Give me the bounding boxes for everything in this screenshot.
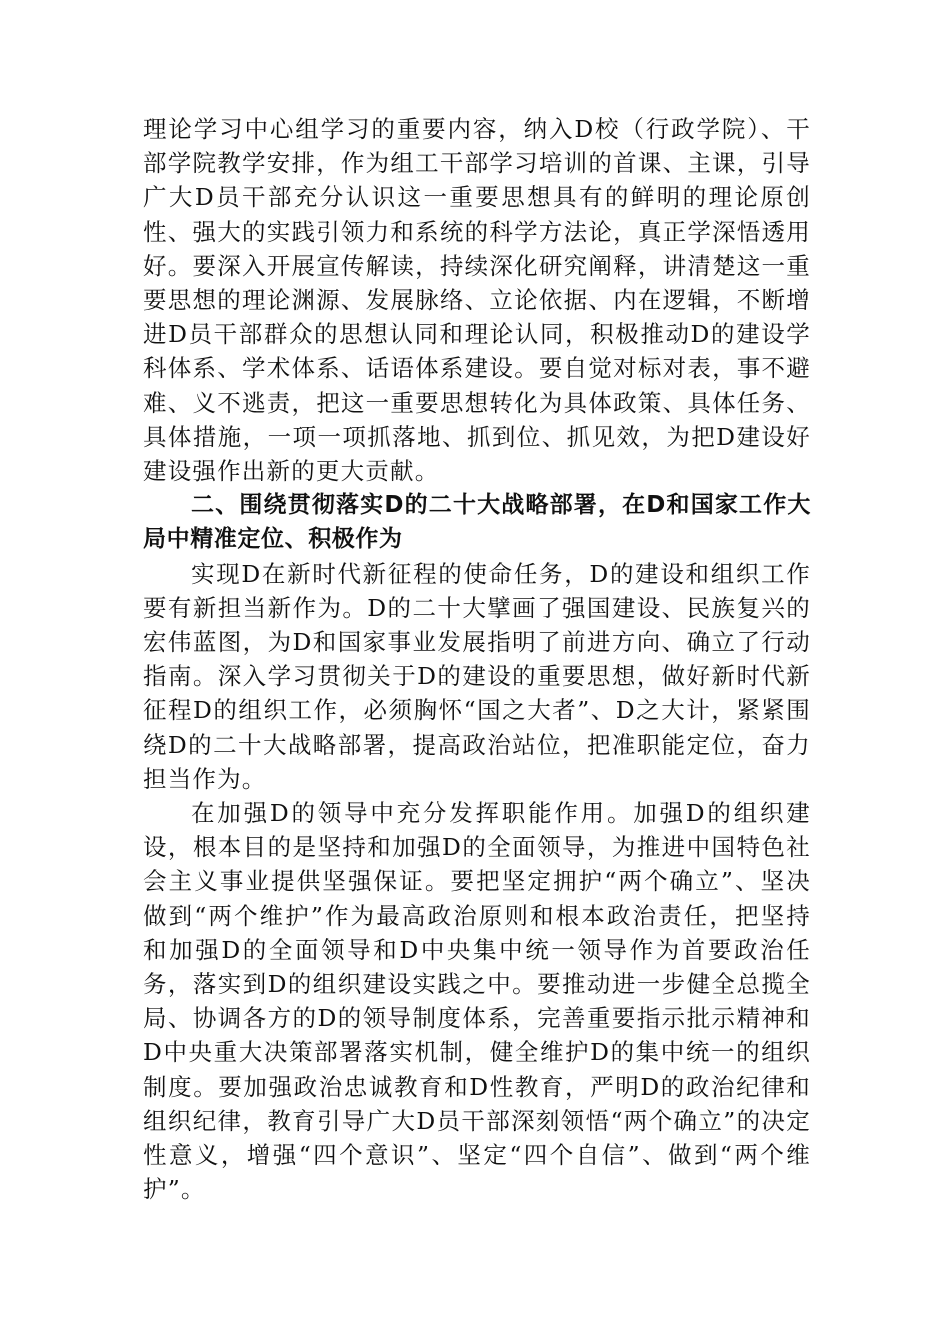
paragraph-leadership: 在加强D的领导中充分发挥职能作用。加强D的组织建设，根本目的是坚持和加强D的全面领导，为推进中国特色社会主义事业提供坚强保证。要把坚定拥护“两个确立”、坚决做到“两个维护”作为最高政治原则和根本政治责任，把坚持和加强D的全面领导和D中央集中统一领导作为首要政治任务，落实到D的组织建设实践之中。要推动进一步健全总揽全局、协调各方的D的领导制度体系，完善重要指示批示精神和D中央重大决策部署落实机制，健全维护D的集中统一的组织制度。要加强政治忠诚教育和D性教育，严明D的政治纪律和组织纪律，教育引导广大D员干部深刻领悟“两个确立”的决定性意义，增强“四个意识”、坚定“四个自信”、做到“两个维护”。 (143, 799, 811, 1204)
section-heading: 二、围绕贯彻落实D的二十大战略部署，在D和国家工作大局中精准定位、积极作为 (143, 492, 811, 553)
paragraph-mission: 实现D在新时代新征程的使命任务，D的建设和组织工作要有新担当新作为。D的二十大擘画了强国建设、民族复兴的宏伟蓝图，为D和国家事业发展指明了前进方向、确立了行动指南。深入学习贯彻关于D的建设的重要思想，做好新时代新征程D的组织工作，必须胸怀“国之大者”、D之大计，紧紧围绕D的二十大战略部署，提高政治站位，把准职能定位，奋力担当作为。 (143, 559, 811, 793)
document-page (143, 112, 811, 1207)
paragraph-continued: 理论学习中心组学习的重要内容，纳入D校（行政学院）、干部学院教学安排，作为组工干部学习培训的首课、主课，引导广大D员干部充分认识这一重要思想具有的鲜明的理论原创性、强大的实践引领力和系统的科学方法论，真正学深悟透用好。要深入开展宣传解读，持续深化研究阐释，讲清楚这一重要思想的理论渊源、发展脉络、立论依据、内在逻辑，不断增进D员干部群众的思想认同和理论认同，积极推动D的建设学科体系、学术体系、话语体系建设。要自觉对标对表，事不避难、义不逃责，把这一重要思想转化为具体政策、具体任务、具体措施，一项一项抓落地、抓到位、抓见效，为把D建设好建设强作出新的更大贡献。 (143, 115, 811, 486)
